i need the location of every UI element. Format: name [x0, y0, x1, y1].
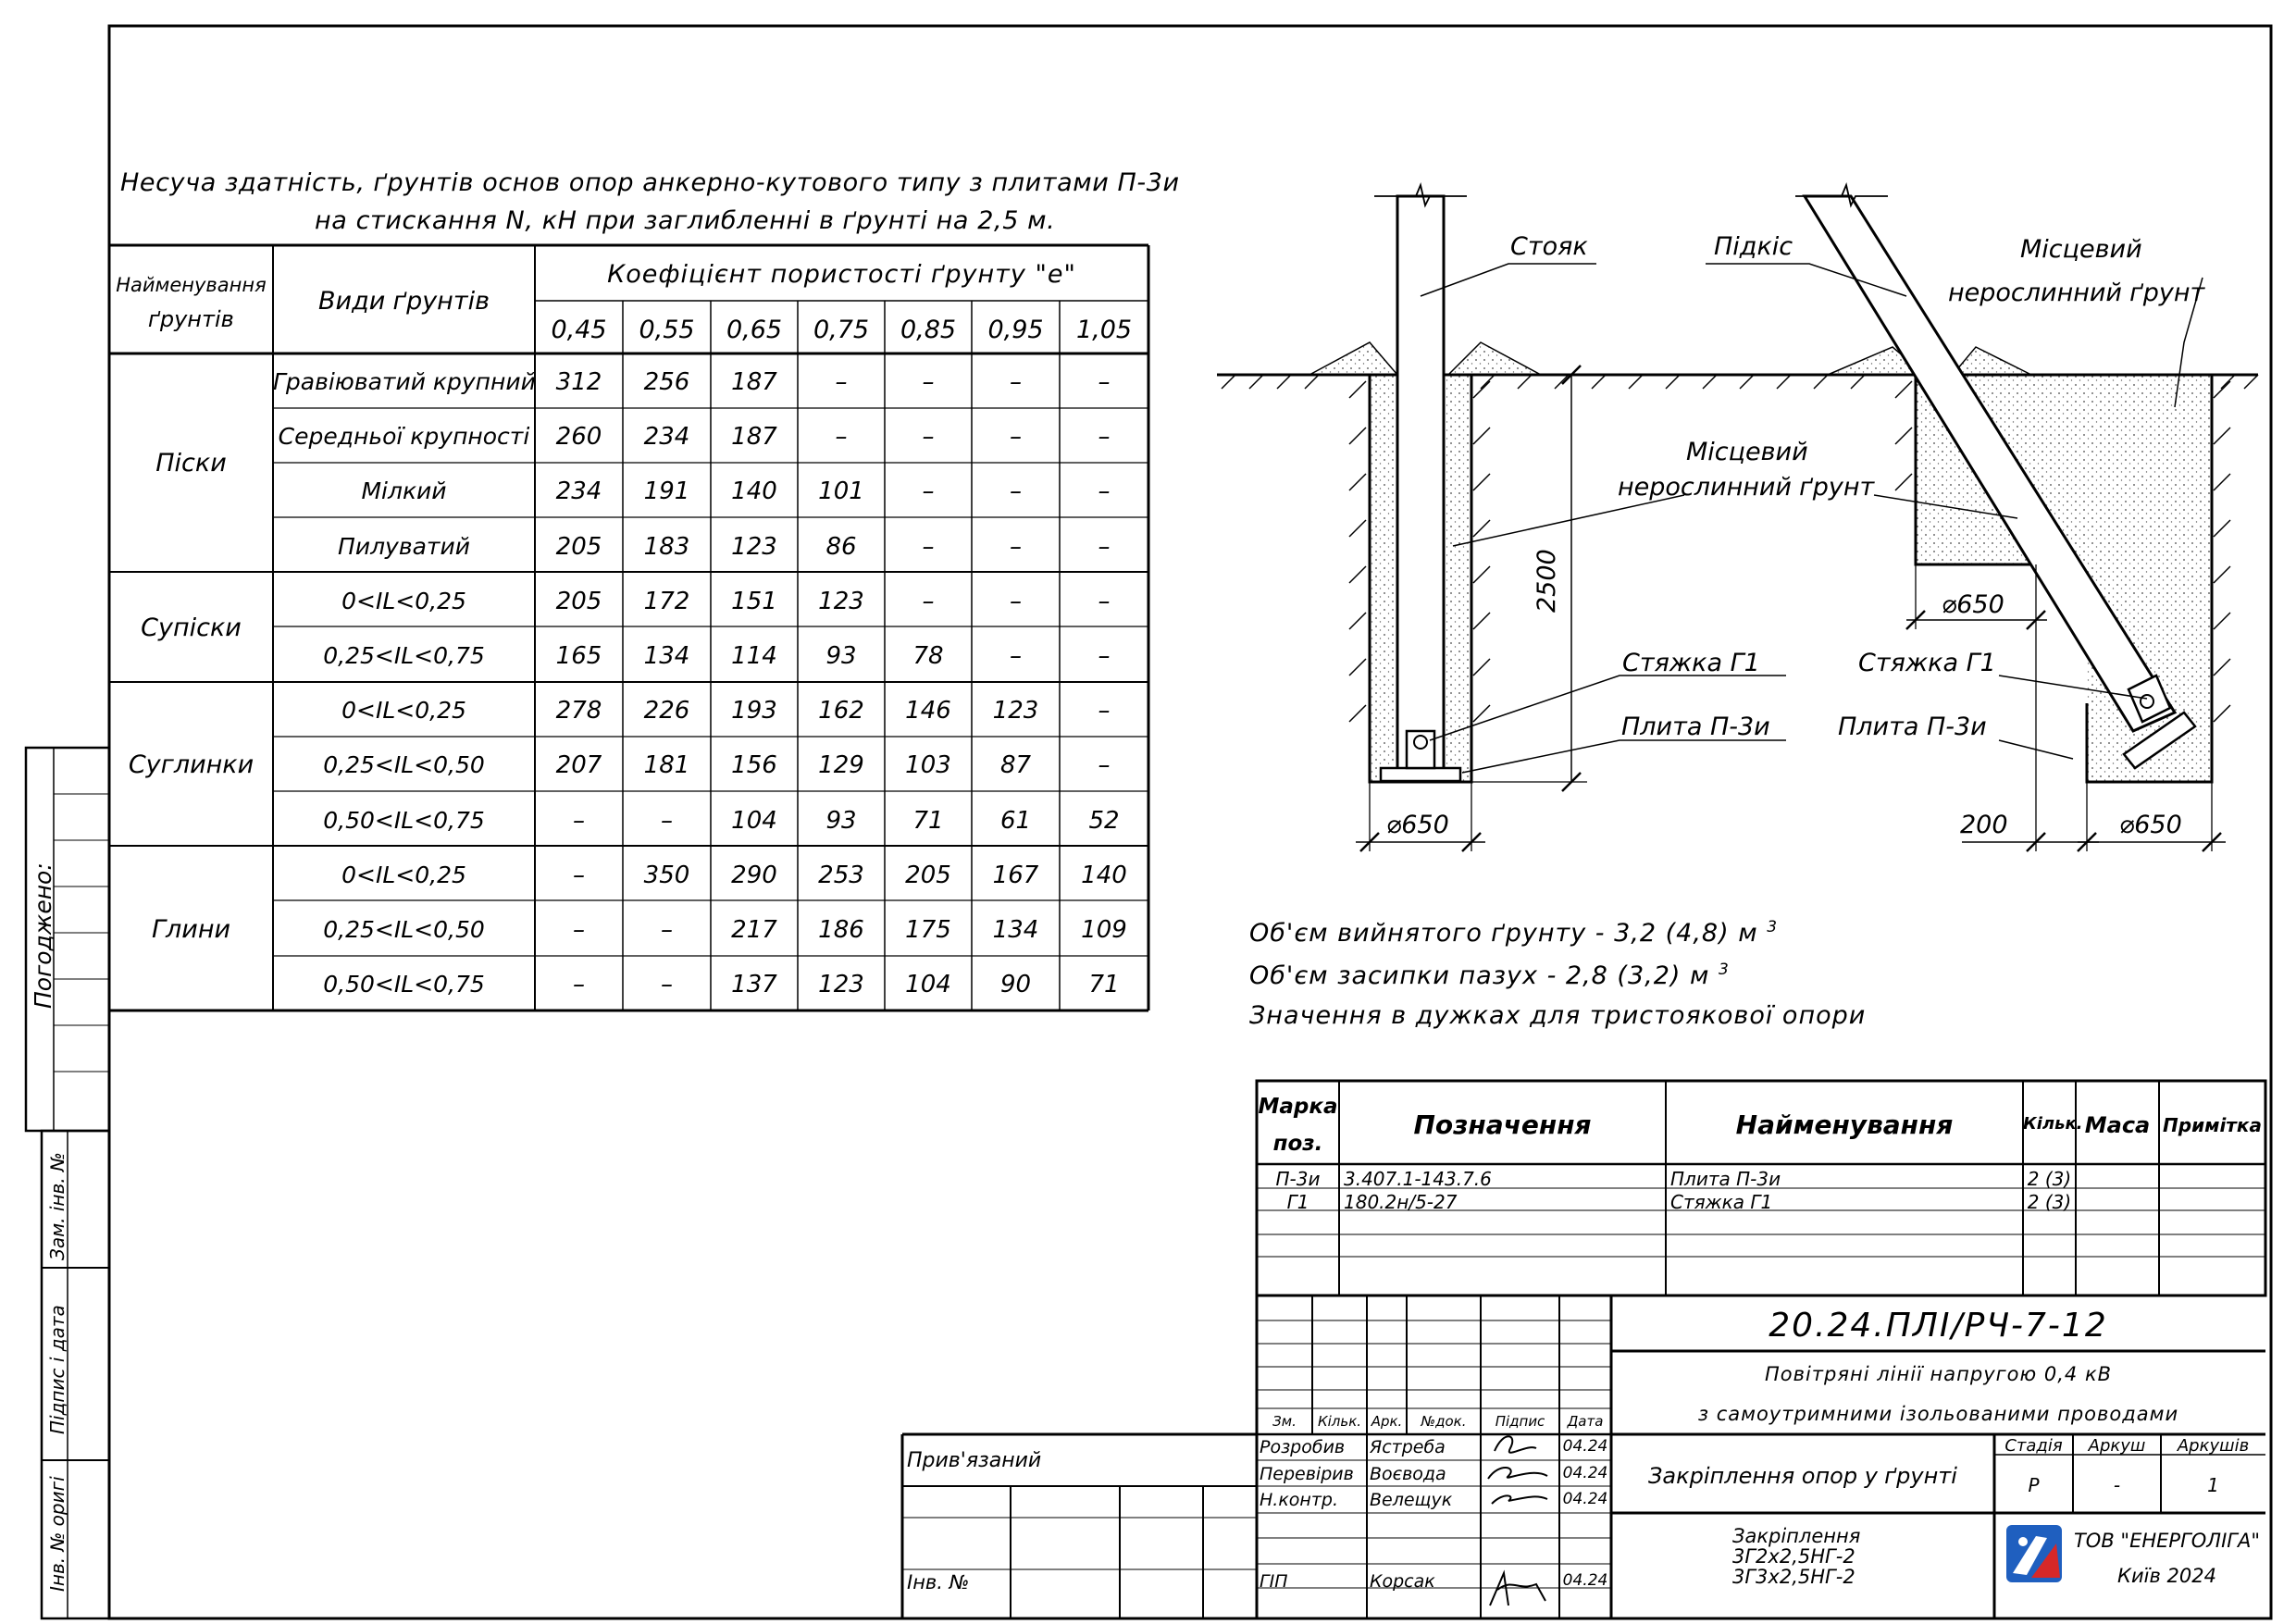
role-title: Перевірив — [1260, 1464, 1354, 1484]
dim-d650-left: ⌀650 — [1386, 811, 1449, 839]
value-cell: – — [573, 806, 585, 835]
spec-qty: 2 (3) — [2027, 1168, 2072, 1190]
value-cell: 93 — [825, 806, 857, 835]
col-data: Дата — [1567, 1413, 1604, 1430]
role-name: Корсак — [1370, 1571, 1435, 1592]
value-cell: 186 — [818, 916, 864, 944]
value-cell: 205 — [555, 532, 602, 561]
value-cell: – — [573, 861, 585, 889]
spec-desig: 180.2н/5-27 — [1344, 1191, 1458, 1213]
value-cell: 78 — [912, 642, 944, 670]
role-name: Воєвода — [1370, 1464, 1446, 1484]
value-cell: 193 — [731, 697, 777, 725]
value-cell: 350 — [643, 861, 690, 889]
value-cell: – — [922, 532, 935, 561]
header-name-2: ґрунтів — [148, 306, 234, 332]
value-cell: – — [922, 368, 935, 396]
value-cell: – — [1010, 532, 1022, 561]
soil-type-cell: 0,25<IL<0,75 — [323, 642, 485, 669]
value-cell: – — [1010, 587, 1022, 615]
note-brackets: Значення в дужках для тристоякової опори — [1249, 1001, 1867, 1030]
soil-type-cell: 0<IL<0,25 — [341, 697, 466, 725]
soil-type-cell: Пилуватий — [338, 532, 470, 560]
value-cell: – — [1098, 423, 1111, 452]
value-cell: 90 — [999, 971, 1032, 999]
value-cell: 312 — [555, 368, 602, 396]
soil-type-cell: 0,50<IL<0,75 — [323, 806, 485, 834]
dim-200: 200 — [1960, 811, 2008, 839]
soil-type-cell: Гравіюватий крупний — [273, 368, 536, 395]
company-name: ТОВ "ЕНЕРГОЛІГА" — [2073, 1530, 2261, 1552]
value-cell: 187 — [731, 423, 777, 452]
soil-type-cell: 0,25<IL<0,50 — [323, 751, 485, 779]
soil-type-cell: Мілкий — [361, 477, 447, 505]
value-cell: 187 — [731, 368, 777, 396]
coef-header: 0,85 — [900, 316, 957, 344]
value-cell: 278 — [555, 697, 602, 725]
value-cell: 290 — [731, 861, 777, 889]
value-cell: 217 — [731, 916, 777, 944]
label-stoyak: Стояк — [1510, 232, 1588, 261]
dim-d650-right: ⌀650 — [2119, 811, 2182, 839]
spec-h-qty: Кільк. — [2023, 1114, 2083, 1134]
value-cell: 207 — [555, 751, 602, 780]
spec-name: Стяжка Г1 — [1670, 1191, 1773, 1213]
soil-type-cell: 0,50<IL<0,75 — [323, 971, 485, 998]
value-cell: – — [1010, 477, 1022, 506]
value-cell: 123 — [818, 971, 864, 999]
role-title: Розробив — [1260, 1437, 1346, 1457]
project-line2: з самоутримними ізольованими проводами — [1697, 1403, 2179, 1425]
label-plyta-left: Плита П-3и — [1621, 713, 1770, 741]
value-cell: 129 — [818, 751, 864, 780]
fix-1: Закріплення — [1732, 1525, 1861, 1547]
role-name: Велещук — [1370, 1490, 1453, 1510]
dim-d650-mid: ⌀650 — [1942, 590, 2004, 619]
arkushiv-value: 1 — [2207, 1474, 2219, 1496]
value-cell: 191 — [643, 477, 690, 506]
value-cell: 123 — [731, 532, 777, 561]
value-cell: 71 — [912, 806, 944, 835]
label-pidkis: Підкіс — [1714, 232, 1793, 261]
label-local-soil-b1: Місцевий — [1686, 438, 1808, 466]
value-cell: 146 — [905, 697, 951, 725]
value-cell: 104 — [905, 971, 951, 999]
soil-type-cell: 0<IL<0,25 — [341, 587, 466, 614]
value-cell: – — [1098, 642, 1111, 670]
value-cell: 52 — [1088, 806, 1120, 835]
value-cell: 205 — [555, 587, 602, 615]
col-pidpys: Підпис — [1495, 1413, 1545, 1430]
value-cell: 114 — [731, 642, 777, 670]
value-cell: 256 — [643, 368, 690, 396]
value-cell: 101 — [818, 477, 864, 506]
coef-header: 0,95 — [987, 316, 1044, 344]
soil-group-name: Піски — [155, 449, 227, 478]
company-logo — [2006, 1525, 2062, 1582]
value-cell: – — [1098, 751, 1111, 780]
value-cell: 140 — [731, 477, 777, 506]
value-cell: 151 — [731, 587, 777, 615]
value-cell: – — [1010, 423, 1022, 452]
label-local-soil-a1: Місцевий — [2020, 235, 2142, 264]
coef-header: 0,45 — [551, 316, 607, 344]
value-cell: 104 — [731, 806, 777, 835]
value-cell: 93 — [825, 642, 857, 670]
soil-type-cell: 0<IL<0,25 — [341, 861, 466, 888]
table-title-line1: Несуча здатність, ґрунтів основ опор анкерно-кутового типу з плитами П-3и — [120, 168, 1180, 197]
spec-qty: 2 (3) — [2027, 1191, 2072, 1213]
note-excavated-sup: 3 — [1767, 918, 1779, 936]
table-title-line2: на стискання N, кН при заглибленні в ґрунті на 2,5 м. — [315, 206, 1056, 235]
value-cell: 123 — [818, 587, 864, 615]
role-date: 04.24 — [1562, 1464, 1608, 1482]
margin-inv-orig: Інв. № оригі — [46, 1476, 68, 1592]
col-kilk: Кільк. — [1317, 1413, 1362, 1430]
value-cell: – — [573, 916, 585, 944]
col-zm: Зм. — [1272, 1413, 1297, 1430]
value-cell: 134 — [992, 916, 1039, 944]
label-styazhka-left: Стяжка Г1 — [1622, 649, 1760, 677]
value-cell: 162 — [818, 697, 864, 725]
label-local-soil-a2: нерослинний ґрунт — [1948, 279, 2205, 307]
dim-2500: 2500 — [1533, 549, 1561, 613]
value-cell: 183 — [643, 532, 690, 561]
value-cell: 134 — [643, 642, 690, 670]
project-line1: Повітряні лінії напругою 0,4 кВ — [1764, 1363, 2113, 1385]
value-cell: 181 — [643, 751, 690, 780]
value-cell: 175 — [905, 916, 951, 944]
value-cell: 61 — [999, 806, 1032, 835]
value-cell: 87 — [999, 751, 1032, 780]
coef-header: 0,55 — [639, 316, 695, 344]
soil-group-name: Супіски — [141, 614, 242, 642]
fix-2: 3Г2х2,5НГ-2 — [1732, 1545, 1855, 1568]
value-cell: 123 — [992, 697, 1039, 725]
soil-group-name: Суглинки — [128, 750, 254, 779]
role-title: Н.контр. — [1260, 1490, 1339, 1510]
col-ark: Арк. — [1371, 1413, 1403, 1430]
margin-zam-inv: Зам. інв. № — [46, 1152, 68, 1260]
role-date: 04.24 — [1562, 1490, 1608, 1508]
spec-desig: 3.407.1-143.7.6 — [1344, 1168, 1492, 1190]
value-cell: – — [922, 477, 935, 506]
soil-type-cell: Середньої крупності — [278, 423, 530, 451]
value-cell: – — [1098, 532, 1111, 561]
value-cell: – — [922, 587, 935, 615]
label-local-soil-b2: нерослинний ґрунт — [1618, 473, 1875, 502]
value-cell: 140 — [1081, 861, 1127, 889]
value-cell: 156 — [731, 751, 777, 780]
label-styazhka-right: Стяжка Г1 — [1858, 649, 1996, 677]
value-cell: 71 — [1088, 971, 1120, 999]
value-cell: – — [1010, 642, 1022, 670]
stadiya-label: Стадія — [2004, 1436, 2063, 1456]
spec-h-mass: Маса — [2084, 1112, 2151, 1138]
header-type: Види ґрунтів — [318, 287, 490, 316]
doc-code: 20.24.ПЛІ/РЧ-7-12 — [1769, 1307, 2108, 1345]
spec-h-desig: Позначення — [1413, 1110, 1592, 1140]
soil-type-cell: 0,25<IL<0,50 — [323, 916, 485, 943]
company-city: Київ 2024 — [2117, 1565, 2216, 1587]
spec-h-mark-2: поз. — [1272, 1132, 1323, 1156]
value-cell: 234 — [643, 423, 690, 452]
value-cell: – — [661, 806, 673, 835]
value-cell: 253 — [818, 861, 864, 889]
value-cell: 167 — [992, 861, 1039, 889]
inv-no-label: Інв. № — [907, 1571, 970, 1593]
value-cell: 137 — [731, 971, 777, 999]
arkush-value: - — [2113, 1474, 2121, 1496]
value-cell: – — [1098, 477, 1111, 506]
coef-header: 0,65 — [726, 316, 783, 344]
spec-h-note: Примітка — [2163, 1114, 2262, 1136]
spec-mark: П-3и — [1275, 1168, 1321, 1190]
header-name-1: Найменування — [116, 274, 267, 296]
spec-mark: Г1 — [1286, 1191, 1309, 1213]
role-title: ГІП — [1260, 1571, 1288, 1592]
value-cell: – — [573, 971, 585, 999]
header-coef: Коефіцієнт пористості ґрунту "е" — [607, 260, 1076, 289]
fix-3: 3Г3х2,5НГ-2 — [1732, 1566, 1855, 1588]
label-plyta-right: Плита П-3и — [1838, 713, 1987, 741]
value-cell: 172 — [643, 587, 690, 615]
note-excavated: Об'єм вийнятого ґрунту - 3,2 (4,8) м $^3$ — [1249, 918, 1779, 948]
stadiya-value: Р — [2028, 1474, 2040, 1496]
value-cell: – — [835, 423, 848, 452]
margin-pogodzheno: Погоджено: — [30, 862, 56, 1009]
value-cell: – — [922, 423, 935, 452]
col-ndok: №док. — [1421, 1413, 1467, 1430]
value-cell: 205 — [905, 861, 951, 889]
pryvyazanyi-label: Прив'язаний — [907, 1449, 1042, 1472]
value-cell: – — [835, 368, 848, 396]
coef-header: 1,05 — [1075, 316, 1133, 344]
soil-group-name: Глини — [151, 914, 231, 944]
value-cell: 260 — [555, 423, 602, 452]
value-cell: 109 — [1081, 916, 1127, 944]
value-cell: – — [1098, 697, 1111, 725]
value-cell: 226 — [643, 697, 690, 725]
arkushiv-label: Аркушів — [2177, 1436, 2250, 1456]
value-cell: – — [661, 916, 673, 944]
value-cell: 86 — [825, 532, 857, 561]
arkush-label: Аркуш — [2088, 1436, 2146, 1456]
role-date: 04.24 — [1562, 1571, 1608, 1590]
value-cell: 234 — [555, 477, 602, 506]
spec-h-mark-1: Марка — [1258, 1095, 1338, 1119]
value-cell: 165 — [555, 642, 602, 670]
value-cell: – — [1010, 368, 1022, 396]
margin-pidpys-data: Підпис і дата — [46, 1305, 68, 1434]
value-cell: – — [1098, 368, 1111, 396]
spec-h-name: Найменування — [1735, 1110, 1954, 1140]
coef-header: 0,75 — [813, 316, 870, 344]
note-backfill: Об'єм засипки пазух - 2,8 (3,2) м $^3$ — [1249, 961, 1730, 990]
role-date: 04.24 — [1562, 1437, 1608, 1456]
value-cell: – — [1098, 587, 1111, 615]
spec-name: Плита П-3и — [1670, 1168, 1781, 1190]
role-name: Ястреба — [1370, 1437, 1446, 1457]
signatures — [1488, 1436, 1547, 1605]
value-cell: 103 — [905, 751, 951, 780]
note-backfill-sup: 3 — [1718, 961, 1730, 979]
sheet-title: Закріплення опор у ґрунті — [1648, 1463, 1957, 1489]
value-cell: – — [661, 971, 673, 999]
